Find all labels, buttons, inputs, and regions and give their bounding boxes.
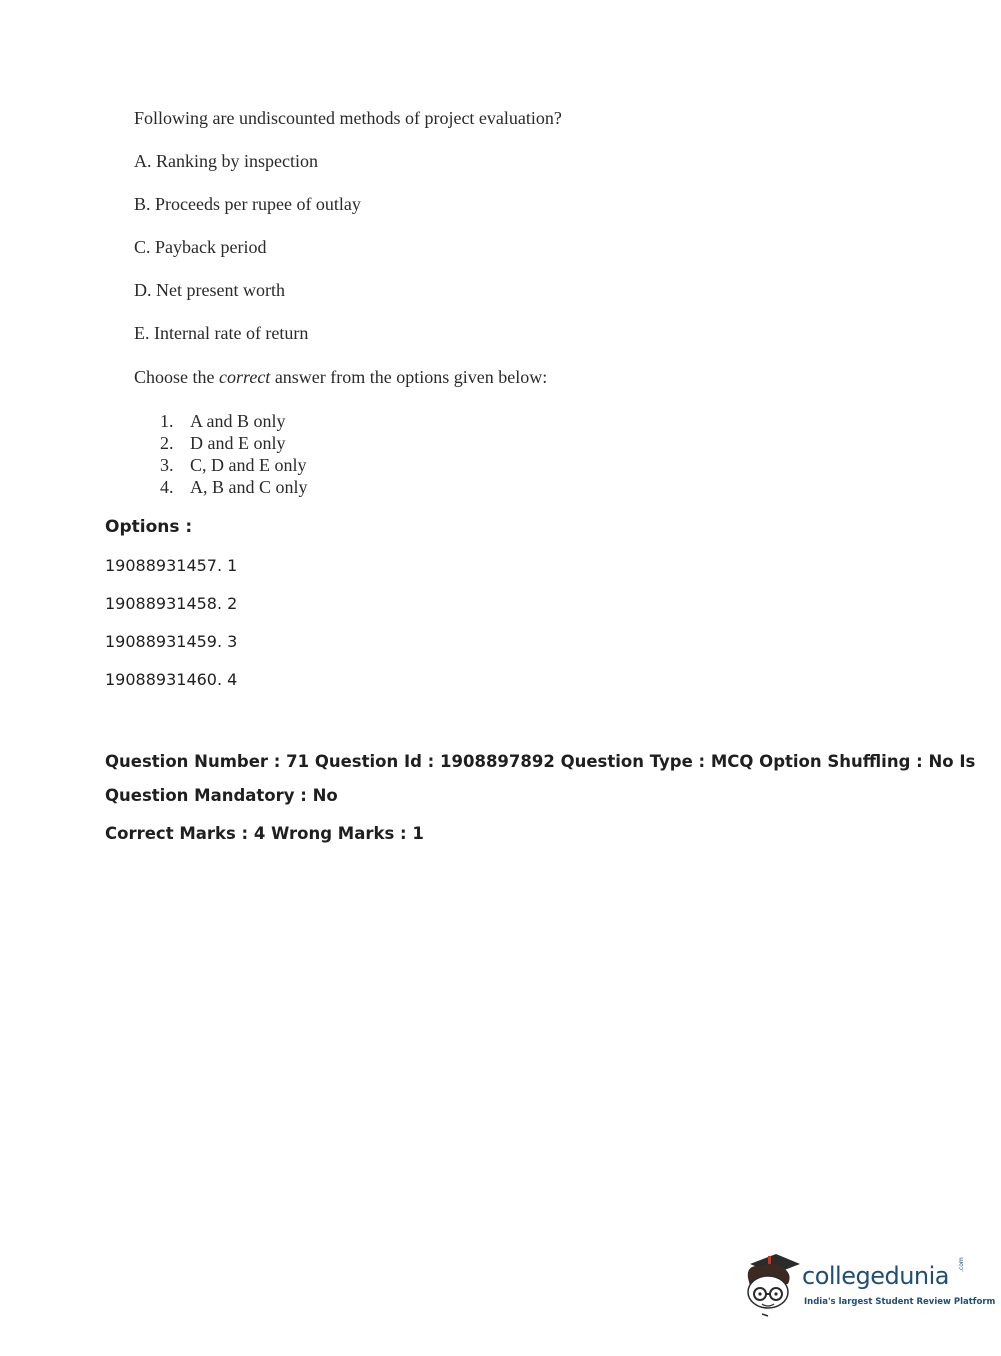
list-item-text: C, D and E only xyxy=(190,455,307,475)
logo-brand-text: collegedunia xyxy=(802,1262,950,1290)
choose-emphasis: correct xyxy=(219,367,271,387)
question-stem: Following are undiscounted methods of project evaluation? xyxy=(134,108,562,128)
statement-d: D. Net present worth xyxy=(134,280,285,300)
question-meta-line-2: Question Mandatory : No xyxy=(105,786,338,805)
statement-c: C. Payback period xyxy=(134,237,267,257)
question-meta-line-3: Correct Marks : 4 Wrong Marks : 1 xyxy=(105,824,424,843)
list-item-number: 3. xyxy=(160,455,174,475)
statement-a: A. Ranking by inspection xyxy=(134,151,318,171)
list-item xyxy=(160,454,308,476)
statement-b: B. Proceeds per rupee of outlay xyxy=(134,194,361,214)
collegedunia-logo xyxy=(742,1248,996,1318)
list-item-text: A and B only xyxy=(190,411,286,431)
logo-tagline: India's largest Student Review Platform xyxy=(804,1297,996,1307)
numbered-options-list xyxy=(160,410,308,498)
choose-suffix: answer from the options given below: xyxy=(270,367,548,387)
option-4: 19088931460. 4 xyxy=(105,670,238,689)
list-item xyxy=(160,432,308,454)
choose-instruction xyxy=(134,367,547,388)
list-item xyxy=(160,476,308,498)
question-meta-line-1: Question Number : 71 Question Id : 1908897892 Question Type : MCQ Option Shuffling : No Is xyxy=(105,752,976,771)
logo-domain-suffix: .com xyxy=(958,1257,965,1272)
list-item-number: 2. xyxy=(160,433,174,453)
list-item-number: 1. xyxy=(160,411,174,431)
option-3: 19088931459. 3 xyxy=(105,632,238,651)
mascot-icon xyxy=(742,1248,802,1318)
list-item xyxy=(160,410,308,432)
options-heading: Options : xyxy=(105,517,193,537)
option-1: 19088931457. 1 xyxy=(105,556,238,575)
option-2: 19088931458. 2 xyxy=(105,594,238,613)
choose-prefix: Choose the xyxy=(134,367,219,387)
statement-e: E. Internal rate of return xyxy=(134,323,309,343)
list-item-number: 4. xyxy=(160,477,174,497)
list-item-text: A, B and C only xyxy=(190,477,308,497)
list-item-text: D and E only xyxy=(190,433,286,453)
